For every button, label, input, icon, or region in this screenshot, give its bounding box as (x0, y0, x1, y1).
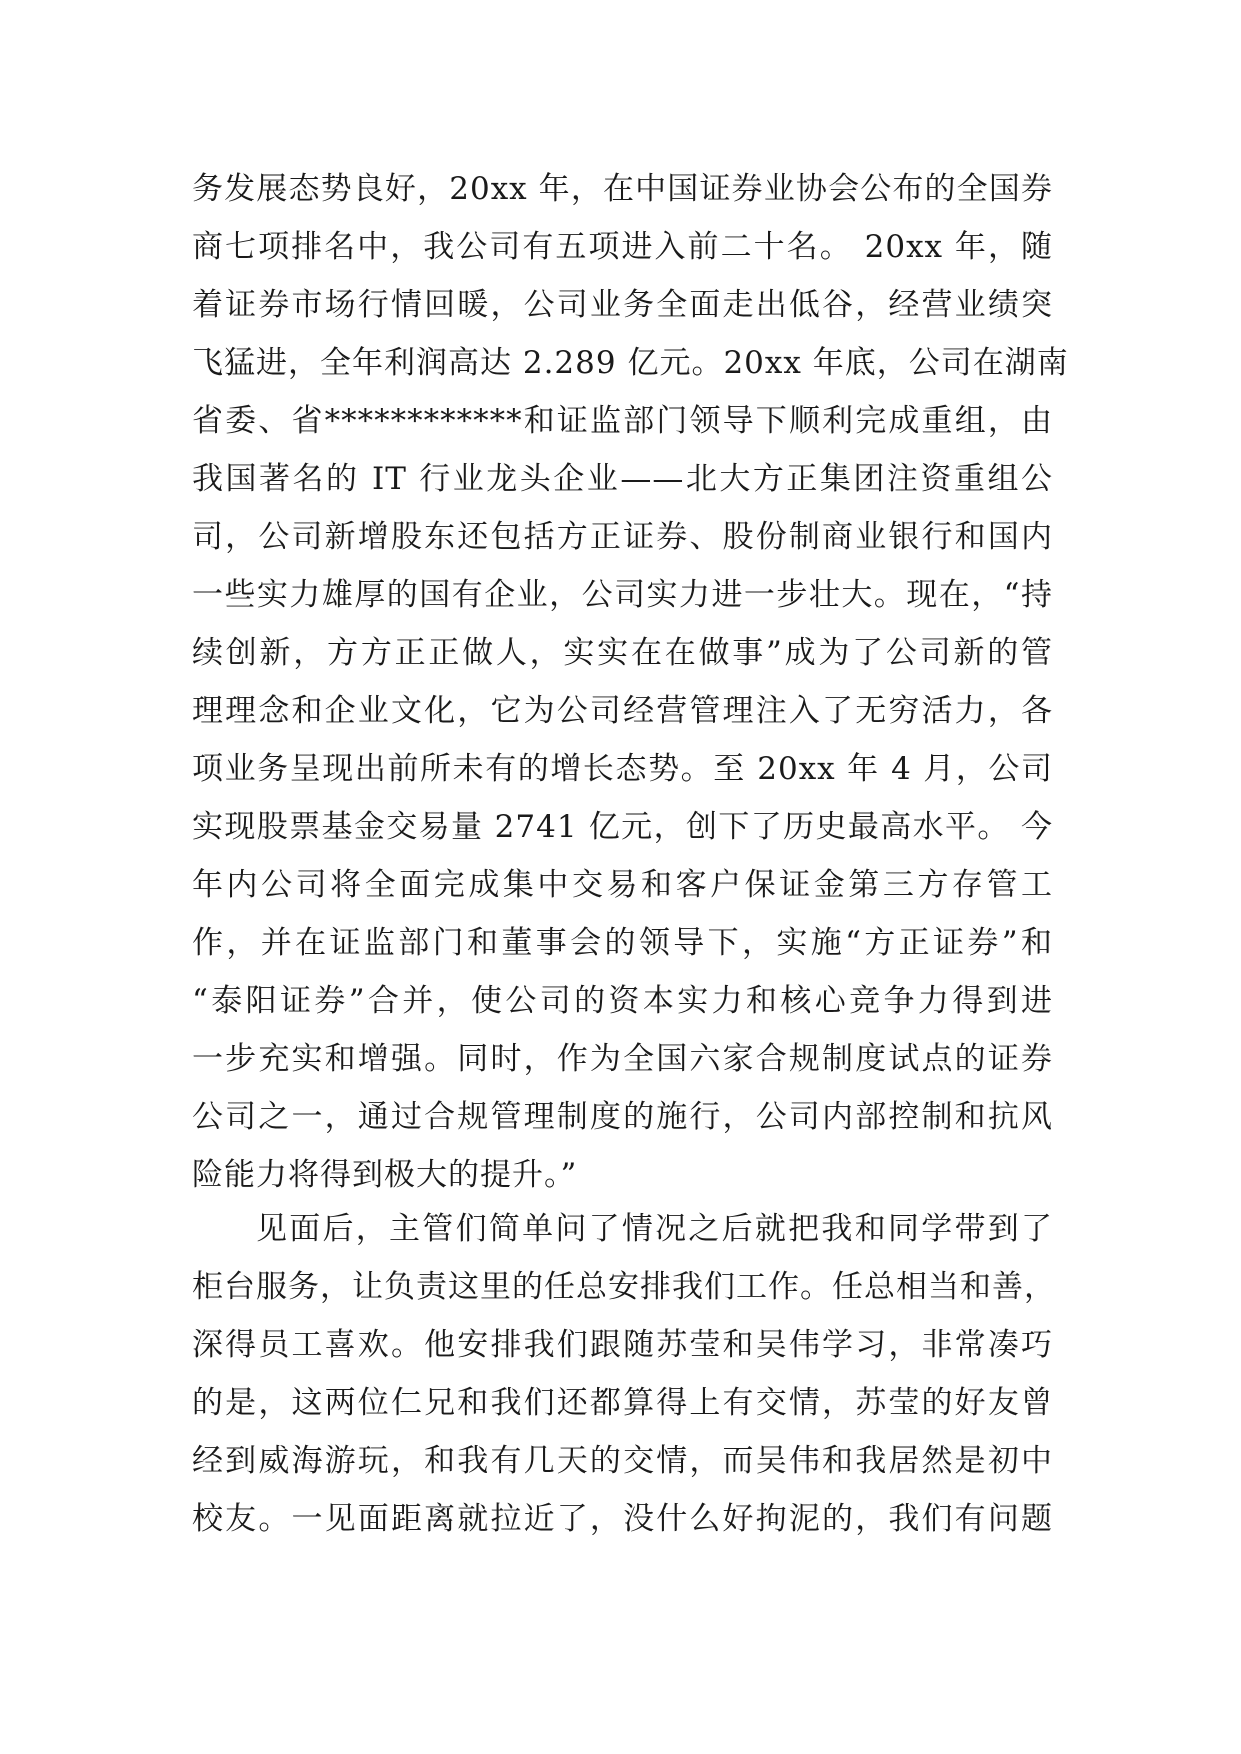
text-line: 年内公司将全面完成集中交易和客户保证金第三方存管工 (192, 867, 1053, 903)
text-line: 飞猛进，全年利润高达 2.289 亿元。20xx 年底，公司在湖南 (192, 345, 1069, 381)
text-line: 经到威海游玩，和我有几天的交情，而吴伟和我居然是初中 (192, 1443, 1053, 1479)
text-line: 续创新，方方正正做人，实实在在做事”成为了公司新的管 (192, 635, 1053, 671)
text-line: 见面后，主管们简单问了情况之后就把我和同学带到了 (256, 1211, 1053, 1247)
text-line: “泰阳证券”合并，使公司的资本实力和核心竞争力得到进 (192, 983, 1053, 1019)
paragraph-internship-start (192, 1200, 1056, 1548)
text-line: 一些实力雄厚的国有企业，公司实力进一步壮大。现在，“持 (192, 577, 1053, 613)
text-line: 公司之一，通过合规管理制度的施行，公司内部控制和抗风 (192, 1099, 1053, 1135)
text-line: 的是，这两位仁兄和我们还都算得上有交情，苏莹的好友曾 (192, 1385, 1053, 1421)
text-line: 项业务呈现出前所未有的增长态势。至 20xx 年 4 月，公司 (192, 751, 1053, 787)
text-line: 校友。一见面距离就拉近了，没什么好拘泥的，我们有问题 (192, 1501, 1053, 1537)
text-line: 实现股票基金交易量 2741 亿元，创下了历史最高水平。 今 (192, 809, 1053, 845)
text-line: 司，公司新增股东还包括方正证券、股份制商业银行和国内 (192, 519, 1053, 555)
text-line: 柜台服务，让负责这里的任总安排我们工作。任总相当和善， (192, 1269, 1056, 1305)
text-line: 作，并在证监部门和董事会的领导下，实施“方正证券”和 (192, 925, 1053, 961)
text-line: 险能力将得到极大的提升。” (192, 1157, 578, 1193)
text-line: 务发展态势良好，20xx 年，在中国证券业协会公布的全国券 (192, 171, 1053, 207)
text-line: 一步充实和增强。同时，作为全国六家合规制度试点的证券 (192, 1041, 1053, 1077)
text-line: 省委、省************和证监部门领导下顺利完成重组，由 (192, 403, 1053, 439)
text-line: 着证券市场行情回暖，公司业务全面走出低谷，经营业绩突 (192, 287, 1053, 323)
text-line: 理理念和企业文化，它为公司经营管理注入了无穷活力，各 (192, 693, 1053, 729)
paragraph-company-history (192, 160, 1069, 1204)
text-line: 深得员工喜欢。他安排我们跟随苏莹和吴伟学习，非常凑巧 (192, 1327, 1053, 1363)
text-line: 商七项排名中，我公司有五项进入前二十名。 20xx 年，随 (192, 229, 1053, 265)
text-line: 我国著名的 IT 行业龙头企业——北大方正集团注资重组公 (192, 461, 1053, 497)
